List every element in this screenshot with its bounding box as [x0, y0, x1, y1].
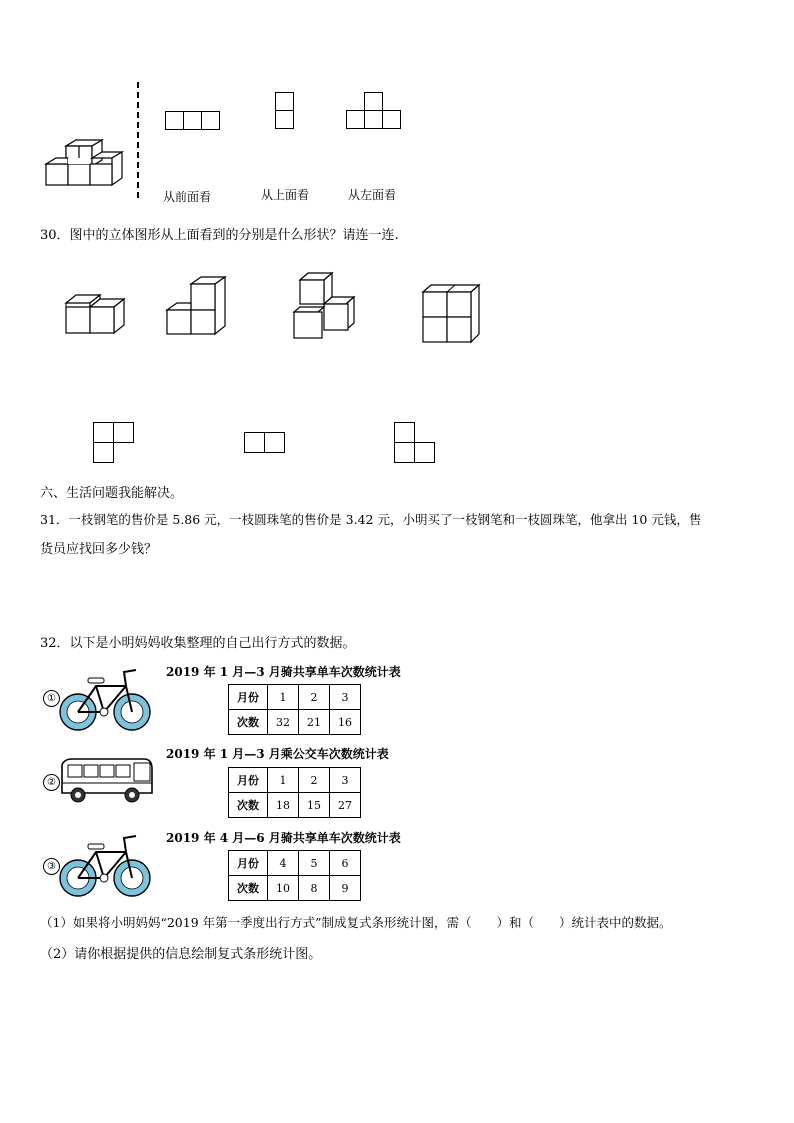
q32-sub1: （1）如果将小明妈妈“2019 年第一季度出行方式”制成复式条形统计图，需（ ）和（ ）统计表中的数据。: [40, 915, 672, 930]
table-cell: 18: [268, 793, 299, 818]
table-cell: 4: [268, 851, 299, 876]
top-view-option-1: [93, 422, 135, 464]
table-cell: 1: [268, 685, 299, 710]
section-heading: 六、生活问题我能解决。: [40, 486, 184, 501]
stats-table-2: [228, 767, 361, 818]
table-cell: 1: [268, 768, 299, 793]
bicycle-icon: [56, 830, 154, 900]
marker-1: ①: [43, 690, 60, 707]
table-header-label: 次数: [229, 710, 268, 735]
marker-2: ②: [43, 774, 60, 791]
left-view-shape: [346, 92, 402, 130]
top-view-label: 从上面看: [261, 188, 310, 202]
q32-sub2: （2）请你根据提供的信息绘制复式条形统计图。: [40, 947, 322, 962]
front-view-label: 从前面看: [163, 190, 212, 204]
table1-title: 2019 年 1 月—3 月骑共享单车次数统计表: [166, 665, 401, 679]
q31-line1: 31．一枝钢笔的售价是 5.86 元，一枝圆珠笔的售价是 3.42 元，小明买了一枝钢笔和一枝圆珠笔，他拿出 10 元钱，售: [40, 512, 702, 527]
solid-d: [421, 284, 483, 346]
table-header-label: 次数: [229, 793, 268, 818]
table-cell: 2: [299, 768, 330, 793]
cube-solid-figure: [44, 128, 124, 188]
table-cell: 15: [299, 793, 330, 818]
table-header-label: 月份: [229, 851, 268, 876]
table-cell: 3: [330, 685, 361, 710]
dashed-divider: [137, 82, 139, 198]
bus-icon: [58, 755, 156, 807]
bicycle-icon: [56, 664, 154, 734]
table-cell: 3: [330, 768, 361, 793]
table-cell: 32: [268, 710, 299, 735]
table-header-label: 月份: [229, 685, 268, 710]
table-cell: 10: [268, 876, 299, 901]
marker-3: ③: [43, 858, 60, 875]
front-view-shape: [165, 111, 221, 131]
stats-table-1: [228, 684, 361, 735]
solid-b: [165, 276, 229, 338]
table-header-label: 次数: [229, 876, 268, 901]
table-cell: 5: [299, 851, 330, 876]
top-view-option-2: [244, 432, 286, 454]
q30-question: 30．图中的立体图形从上面看到的分别是什么形状？请连一连.: [40, 228, 399, 243]
table-cell: 8: [299, 876, 330, 901]
table-cell: 27: [330, 793, 361, 818]
table2-title: 2019 年 1 月—3 月乘公交车次数统计表: [166, 747, 389, 761]
table-header-label: 月份: [229, 768, 268, 793]
table-cell: 21: [299, 710, 330, 735]
left-view-label: 从左面看: [348, 188, 397, 202]
solid-c: [292, 271, 358, 341]
top-view-option-3: [394, 422, 436, 464]
table-cell: 2: [299, 685, 330, 710]
stats-table-3: [228, 850, 361, 901]
table3-title: 2019 年 4 月—6 月骑共享单车次数统计表: [166, 831, 401, 845]
table-cell: 16: [330, 710, 361, 735]
solid-a: [64, 289, 128, 335]
q31-line2: 货员应找回多少钱？: [40, 542, 158, 557]
top-view-shape: [275, 92, 295, 130]
table-cell: 6: [330, 851, 361, 876]
q32-intro: 32．以下是小明妈妈收集整理的自己出行方式的数据。: [40, 636, 356, 651]
table-cell: 9: [330, 876, 361, 901]
